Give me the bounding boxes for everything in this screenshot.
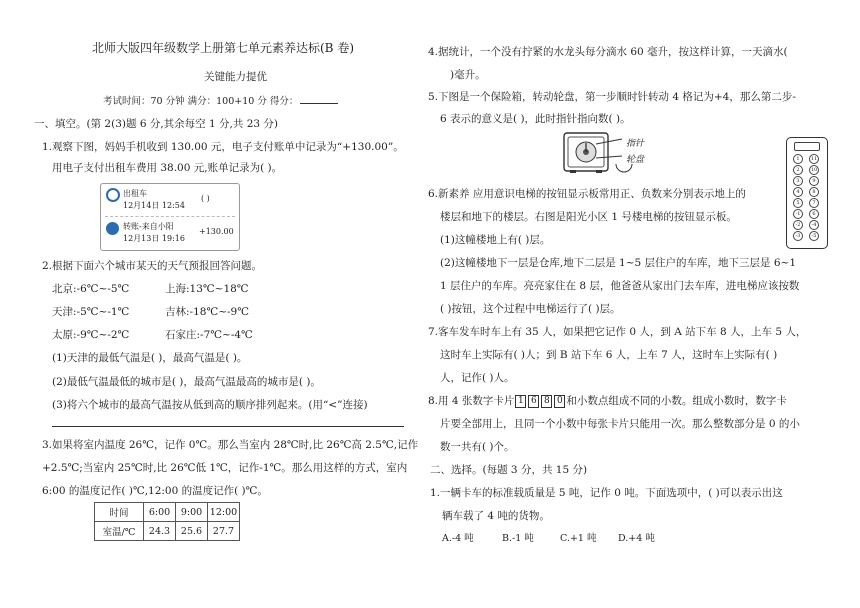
table-cell: 室温/℃ [95, 522, 144, 541]
q6-line1: 6.新素养 应用意识电梯的按钮显示板常用正、负数来分别表示地上的 [428, 188, 746, 200]
city-name: 上海: [165, 283, 190, 295]
q1-line2: 用电子支付出租车费用 38.00 元,账单记录为( )。 [52, 162, 283, 174]
record2-value: +130.00 [199, 227, 234, 236]
city-range: -5℃~-1℃ [76, 306, 130, 318]
floor-button[interactable]: 3 [793, 176, 803, 186]
s2-q1-line1: 1.一辆卡车的标准载质量是 5 吨，记作 0 吨。下面选项中，( )可以表示出这 [430, 487, 783, 499]
elevator-button-panel [786, 137, 828, 249]
payment-record-card [100, 183, 240, 251]
digit-card: 6 [528, 395, 539, 408]
door-open-button[interactable]: -5 [809, 231, 819, 241]
floor-button[interactable]: 4 [793, 187, 803, 197]
record-divider [105, 216, 235, 217]
floor-button[interactable]: -4 [809, 220, 819, 230]
section2-heading: 二、选择。(每题 3 分，共 15 分) [430, 464, 588, 476]
q3-line1: 3.如果将室内温度 26℃，记作 0℃。那么当室内 28℃时,比 26℃高 2.5℃,记作 [42, 439, 419, 451]
city-range: 13℃~18℃ [189, 283, 249, 295]
q2-intro: 2.根据下面六个城市某天的天气预报回答问题。 [42, 260, 263, 272]
option-c[interactable]: C.+1 吨 [560, 533, 597, 544]
score-blank[interactable] [300, 103, 338, 104]
city-name: 石家庄: [165, 329, 201, 341]
city-range: -6℃~-5℃ [76, 283, 130, 295]
q6-part2a: (2)这幢楼地下一层是仓库,地下二层是 1~5 层住户的车库，地下三层是 6~1 [440, 257, 797, 269]
city-range: -9℃~-2℃ [76, 329, 130, 341]
table-cell: 27.7 [208, 522, 240, 541]
temperature-table [94, 502, 240, 541]
q4-line2: )毫升。 [450, 69, 486, 81]
safe-foot [570, 170, 576, 173]
safe-illustration [560, 130, 680, 176]
city-taiyuan [52, 327, 129, 342]
table-cell: 24.3 [144, 522, 176, 541]
table-cell: 时间 [95, 503, 144, 522]
page-subtitle: 关键能力提优 [204, 71, 267, 83]
record1-label: 出租车 [123, 189, 147, 198]
q6-part2b: 1 层住户的车库。亮亮家住在 8 层，他爸爸从家出门去车库，进电梯应该按数 [440, 280, 800, 292]
elevator-display [794, 142, 820, 151]
record1-value: ( ) [201, 194, 210, 203]
label-dial: 轮盘 [626, 155, 645, 165]
record2-time: 12月13日 19:16 [123, 234, 185, 243]
table-cell: 6:00 [144, 503, 176, 522]
q6-part1: (1)这幢楼地上有( )层。 [440, 234, 551, 246]
q6-line2: 楼层和地下的楼层。右图是阳光小区 1 号楼电梯的按钮显示板。 [440, 211, 737, 223]
table-cell: 9:00 [176, 503, 208, 522]
record1-time: 12月14日 12:54 [123, 201, 185, 210]
floor-button[interactable]: 2 [793, 165, 803, 175]
table-row [95, 522, 240, 541]
digit-card: 8 [541, 395, 552, 408]
q7-line2: 这时车上实际有( )人；到 B 站下车 6 人，上车 7 人，这时车上实际有( ) [440, 349, 778, 361]
city-shanghai [165, 281, 249, 296]
q8-post: 和小数点组成不同的小数。组成小数时，数字卡 [566, 395, 787, 407]
q2-part2: (2)最低气温最低的城市是( )，最高气温最高的城市是( )。 [52, 376, 321, 388]
city-name: 北京: [52, 283, 77, 295]
city-range: -18℃~-9℃ [189, 306, 249, 318]
q7-line3: 人，记作( )人。 [440, 372, 515, 384]
table-cell: 12:00 [208, 503, 240, 522]
q3-line3: 6:00 的温度记作( )℃,12:00 的温度记作( )℃。 [42, 485, 268, 497]
q8-line2: 片要全部用上，且同一个小数中每张卡片只能用一次。那么整数部分是 0 的小 [440, 418, 800, 430]
section1-heading: 一、填空。(第 2(3)题 6 分,其余每空 1 分,共 23 分) [34, 118, 279, 130]
city-beijing [52, 281, 129, 296]
floor-button[interactable]: 11 [810, 156, 818, 162]
city-jilin [165, 304, 249, 319]
city-name: 吉林: [165, 306, 190, 318]
floor-button[interactable]: -1 [793, 209, 803, 219]
q1-line1: 1.观察下图，妈妈手机收到 130.00 元，电子支付账单中记录为“+130.00”。 [42, 141, 404, 153]
q8-pre: 8.用 4 张数字卡片 [428, 395, 515, 407]
exam-meta [103, 93, 338, 107]
q5-line1: 5.下图是一个保险箱，转动轮盘，第一步顺时针转动 4 格记为+4，那么第二步- [428, 91, 796, 103]
option-a[interactable]: A.-4 吨 [442, 533, 474, 544]
city-range: -7℃~-4℃ [200, 329, 253, 341]
q2-answer-line[interactable] [52, 426, 404, 427]
floor-button[interactable]: -3 [793, 231, 803, 241]
q3-line2: +2.5℃;当室内 25℃时,比 26℃低 1℃，记作-1℃。那么用这样的方式，室内 [42, 462, 408, 474]
table-row [95, 503, 240, 522]
floor-button[interactable]: 7 [809, 198, 819, 208]
rotate-arrow-icon [616, 164, 632, 172]
taxi-icon [106, 188, 120, 202]
floor-button[interactable]: 10 [810, 167, 818, 173]
safe-foot [596, 170, 602, 173]
record2-label: 转账-来自小阳 [123, 222, 174, 231]
floor-button[interactable]: 1 [793, 154, 803, 164]
option-b[interactable]: B.-1 吨 [502, 533, 534, 544]
exam-meta-text: 考试时间：70 分钟 满分：100+10 分 得分： [103, 96, 299, 107]
floor-button[interactable]: -2 [793, 220, 803, 230]
city-name: 太原: [52, 329, 77, 341]
city-shijiazhuang [165, 327, 253, 342]
floor-button[interactable]: 5 [793, 198, 803, 208]
floor-button[interactable]: 6 [809, 209, 819, 219]
digit-card: 1 [515, 395, 526, 408]
city-name: 天津: [52, 306, 77, 318]
q6-part2c: ( )按钮，这个过程中电梯运行了( )层。 [440, 303, 621, 315]
q2-part1: (1)天津的最低气温是( )，最高气温是( )。 [52, 352, 248, 364]
q4-line1: 4.据统计，一个没有拧紧的水龙头每分滴水 60 毫升，按这样计算，一天滴水( [428, 46, 788, 58]
transfer-icon [106, 222, 119, 235]
s2-q1-line2: 辆车载了 4 吨的货物。 [442, 510, 550, 522]
floor-button[interactable]: 8 [809, 187, 819, 197]
q8-line3: 数一共有( )个。 [440, 441, 515, 453]
city-tianjin [52, 304, 129, 319]
table-cell: 25.6 [176, 522, 208, 541]
q8-line1 [428, 393, 787, 408]
digit-card: 0 [554, 395, 565, 408]
q7-line1: 7.客车发车时车上有 35 人，如果把它记作 0 人，到 A 站下车 8 人，上车 5 人， [428, 326, 807, 338]
option-d[interactable]: D.+4 吨 [618, 533, 655, 544]
page-title: 北师大版四年级数学上册第七单元素养达标(B 卷) [92, 41, 354, 55]
q5-line2: 6 表示的意义是( )，此时指针指向数( )。 [440, 113, 631, 125]
floor-button[interactable]: 9 [809, 176, 819, 186]
q2-part3: (3)将六个城市的最高气温按从低到高的顺序排列起来。(用“<”连接) [52, 399, 368, 411]
label-pointer: 指针 [626, 139, 645, 149]
